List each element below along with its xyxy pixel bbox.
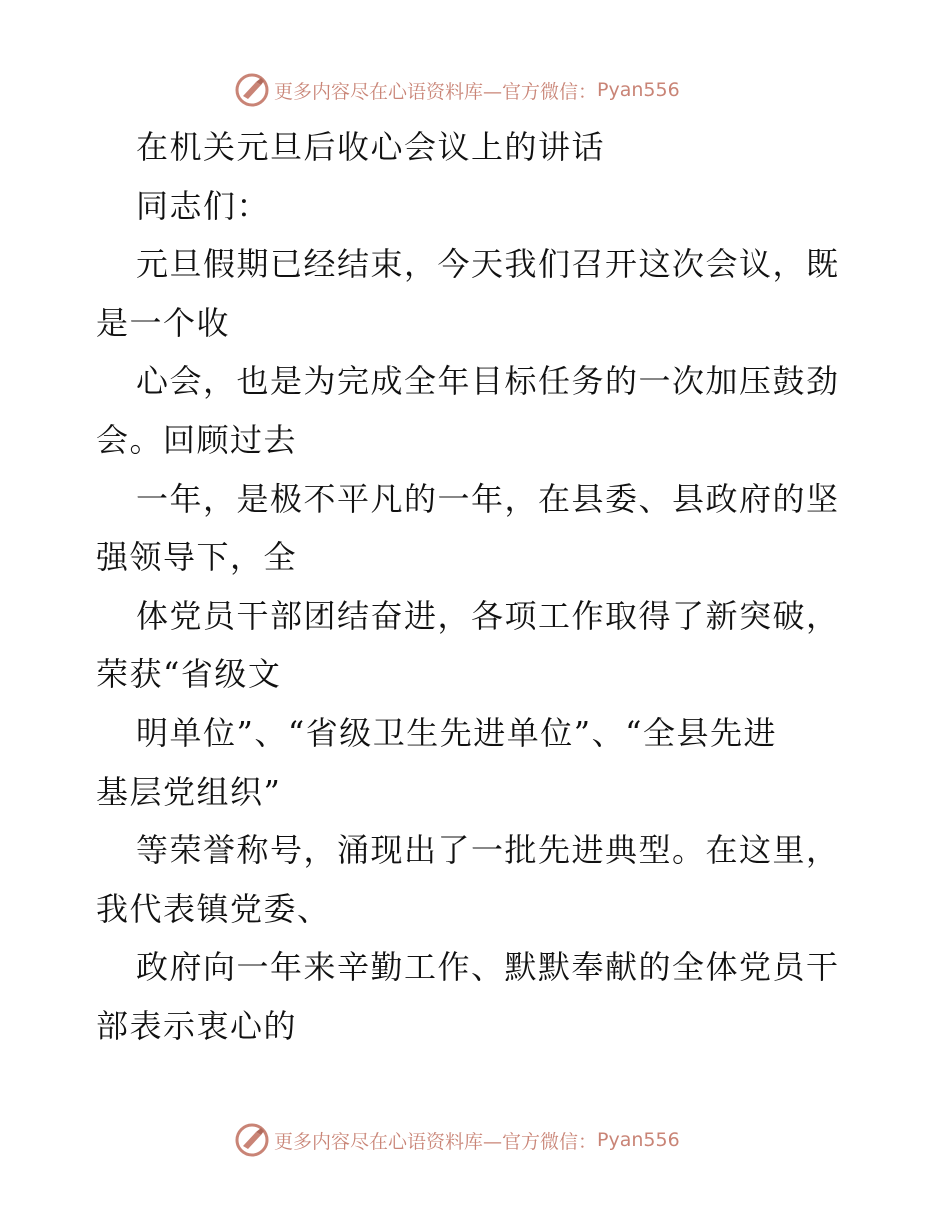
- pen-logo-icon: [234, 72, 270, 108]
- paragraph-line: 等荣誉称号，涌现出了一批先进典型。在这里，: [136, 831, 840, 870]
- document-title: 在机关元旦后收心会议上的讲话: [136, 128, 606, 166]
- watermark-wechat-id: Pyan556: [597, 79, 680, 101]
- paragraph-line: 基层党组织”: [96, 772, 282, 811]
- watermark-banner-top: [234, 70, 680, 110]
- watermark-text: 更多内容尽在心语资料库—官方微信：: [274, 80, 598, 103]
- paragraph-line: 会。回顾过去: [96, 420, 298, 459]
- paragraph-line: 是一个收: [96, 303, 231, 342]
- paragraph-line: 部表示衷心的: [96, 1006, 298, 1045]
- paragraph-line: 体党员干部团结奋进，各项工作取得了新突破，: [136, 596, 840, 635]
- salutation: 同志们：: [136, 186, 271, 225]
- paragraph-line: 强领导下，全: [96, 538, 298, 577]
- paragraph-line: 明单位”、“省级卫生先进单位”、“全县先进: [136, 713, 777, 752]
- paragraph-line: 我代表镇党委、: [96, 889, 331, 928]
- pen-logo-icon: [234, 1122, 270, 1158]
- watermark-banner-bottom: [234, 1120, 680, 1160]
- paragraph-line: 政府向一年来辛勤工作、默默奉献的全体党员干: [136, 948, 840, 987]
- document-body: [96, 118, 856, 1056]
- paragraph-line: 元旦假期已经结束，今天我们召开这次会议，既: [136, 245, 840, 284]
- paragraph-line: 荣获“省级文: [96, 655, 282, 694]
- paragraph-line: 一年，是极不平凡的一年，在县委、县政府的坚: [136, 479, 840, 518]
- watermark-wechat-id: Pyan556: [597, 1129, 680, 1151]
- paragraph-line: 心会，也是为完成全年目标任务的一次加压鼓劲: [136, 362, 840, 401]
- watermark-text: 更多内容尽在心语资料库—官方微信：: [274, 1130, 598, 1153]
